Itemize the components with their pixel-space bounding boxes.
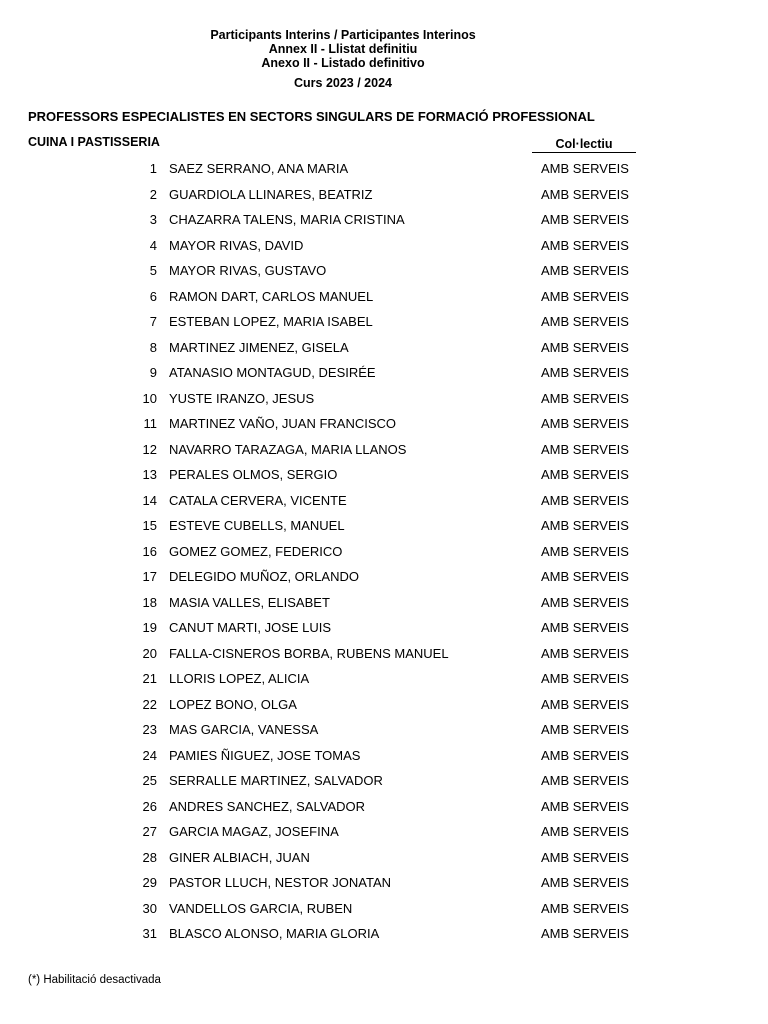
participant-name: LOPEZ BONO, OLGA [169,696,297,712]
list-item [0,668,768,694]
participant-collective: AMB SERVEIS [541,594,629,610]
row-number: 29 [142,875,157,891]
participant-collective: AMB SERVEIS [541,569,629,585]
list-item [0,515,768,541]
participant-collective: AMB SERVEIS [541,441,629,457]
row-number: 22 [142,696,157,712]
list-item [0,362,768,388]
participant-collective: AMB SERVEIS [541,798,629,814]
row-number: 7 [149,314,157,330]
row-number: 16 [142,543,157,559]
row-number: 3 [149,212,157,228]
list-item [0,694,768,720]
list-item [0,796,768,822]
participant-name: ESTEVE CUBELLS, MANUEL [169,518,345,534]
list-item [0,872,768,898]
footnote: (*) Habilitació desactivada [28,974,161,986]
participant-name: ANDRES SANCHEZ, SALVADOR [169,798,366,814]
list-item [0,719,768,745]
participant-name: PAMIES ÑIGUEZ, JOSE TOMAS [169,747,361,763]
list-item [0,286,768,312]
row-number: 4 [149,237,157,253]
row-number: 9 [149,365,157,381]
row-number: 10 [142,390,157,406]
participant-name: CANUT MARTI, JOSE LUIS [169,620,332,636]
participant-collective: AMB SERVEIS [541,263,629,279]
row-number: 23 [142,722,157,738]
participant-name: MAYOR RIVAS, DAVID [169,237,304,253]
section-title: PROFESSORS ESPECIALISTES EN SECTORS SINGULARS DE FORMACIÓ PROFESSIONAL [28,109,595,124]
row-number: 12 [142,441,157,457]
row-number: 2 [149,186,157,202]
list-item [0,617,768,643]
participant-name: PASTOR LLUCH, NESTOR JONATAN [169,875,392,891]
list-item [0,388,768,414]
list-item [0,184,768,210]
header-annex-es: Anexo II - Listado definitivo [261,56,425,70]
row-number: 13 [142,467,157,483]
participant-name: SAEZ SERRANO, ANA MARIA [169,161,349,176]
list-item [0,770,768,796]
participant-collective: AMB SERVEIS [541,671,629,687]
list-item [0,439,768,465]
row-number: 18 [142,594,157,610]
participant-name: GINER ALBIACH, JUAN [169,849,310,865]
row-number: 30 [142,900,157,916]
subsection-title: CUINA I PASTISSERIA [28,135,160,149]
list-item [0,209,768,235]
participant-name: CATALA CERVERA, VICENTE [169,492,347,508]
row-number: 21 [142,671,157,687]
participant-name: VANDELLOS GARCIA, RUBEN [169,900,353,916]
participant-name: MAS GARCIA, VANESSA [169,722,319,738]
participant-collective: AMB SERVEIS [541,237,629,253]
row-number: 15 [142,518,157,534]
participant-name: RAMON DART, CARLOS MANUEL [169,288,374,304]
row-number: 28 [142,849,157,865]
header-annex-ca: Annex II - Llistat definitiu [268,42,418,56]
row-number: 26 [142,798,157,814]
participant-collective: AMB SERVEIS [541,365,629,381]
participant-collective: AMB SERVEIS [541,212,629,228]
participant-name: GARCIA MAGAZ, JOSEFINA [169,824,339,840]
participant-collective: AMB SERVEIS [541,747,629,763]
participant-collective: AMB SERVEIS [541,900,629,916]
participant-name: PERALES OLMOS, SERGIO [169,467,338,483]
participant-collective: AMB SERVEIS [541,849,629,865]
participant-name: BLASCO ALONSO, MARIA GLORIA [169,926,380,942]
list-item [0,464,768,490]
participant-name: MASIA VALLES, ELISABET [169,594,330,610]
participant-name: FALLA-CISNEROS BORBA, RUBENS MANUEL [169,645,449,661]
header-course: Curs 2023 / 2024 [294,76,392,90]
participant-collective: AMB SERVEIS [541,339,629,355]
participant-collective: AMB SERVEIS [541,620,629,636]
list-item [0,337,768,363]
list-item [0,847,768,873]
list-item [0,413,768,439]
list-item [0,541,768,567]
row-number: 24 [142,747,157,763]
participant-name: MARTINEZ JIMENEZ, GISELA [169,339,349,355]
participant-collective: AMB SERVEIS [541,824,629,840]
list-item [0,235,768,261]
row-number: 8 [149,339,157,355]
participant-collective: AMB SERVEIS [541,467,629,483]
participant-collective: AMB SERVEIS [541,492,629,508]
list-item [0,821,768,847]
participant-name: GUARDIOLA LLINARES, BEATRIZ [169,186,373,202]
participant-collective: AMB SERVEIS [541,875,629,891]
participant-collective: AMB SERVEIS [541,416,629,432]
participants-list [0,158,768,949]
participant-collective: AMB SERVEIS [541,288,629,304]
list-item [0,643,768,669]
row-number: 11 [143,416,157,432]
row-number: 20 [142,645,157,661]
participant-name: CHAZARRA TALENS, MARIA CRISTINA [169,212,405,228]
list-item [0,158,768,184]
list-item [0,311,768,337]
header-participants: Participants Interins / Participantes Interinos [210,28,476,42]
participant-collective: AMB SERVEIS [541,161,629,176]
row-number: 19 [142,620,157,636]
list-item [0,745,768,771]
participant-name: DELEGIDO MUÑOZ, ORLANDO [169,569,359,585]
list-item [0,592,768,618]
list-item [0,260,768,286]
list-item [0,490,768,516]
participant-name: NAVARRO TARAZAGA, MARIA LLANOS [169,441,407,457]
participant-collective: AMB SERVEIS [541,314,629,330]
row-number: 1 [149,161,157,176]
row-number: 6 [149,288,157,304]
row-number: 5 [149,263,157,279]
list-item [0,923,768,949]
participant-name: SERRALLE MARTINEZ, SALVADOR [169,773,383,789]
participant-name: MARTINEZ VAÑO, JUAN FRANCISCO [169,416,397,432]
participant-collective: AMB SERVEIS [541,390,629,406]
participant-collective: AMB SERVEIS [541,186,629,202]
row-number: 17 [142,569,157,585]
participant-name: ESTEBAN LOPEZ, MARIA ISABEL [169,314,373,330]
participant-collective: AMB SERVEIS [541,543,629,559]
row-number: 25 [142,773,157,789]
participant-name: MAYOR RIVAS, GUSTAVO [169,263,327,279]
participant-name: GOMEZ GOMEZ, FEDERICO [169,543,343,559]
row-number: 14 [142,492,157,508]
participant-collective: AMB SERVEIS [541,696,629,712]
participant-collective: AMB SERVEIS [541,645,629,661]
list-item [0,566,768,592]
participant-name: ATANASIO MONTAGUD, DESIRÉE [169,365,376,381]
row-number: 27 [142,824,157,840]
participant-collective: AMB SERVEIS [541,518,629,534]
participant-collective: AMB SERVEIS [541,722,629,738]
column-header-collective: Col·lectiu [532,137,636,153]
participant-collective: AMB SERVEIS [541,773,629,789]
participant-name: LLORIS LOPEZ, ALICIA [169,671,310,687]
participant-collective: AMB SERVEIS [541,926,629,942]
participant-name: YUSTE IRANZO, JESUS [169,390,315,406]
list-item [0,898,768,924]
row-number: 31 [142,926,157,942]
